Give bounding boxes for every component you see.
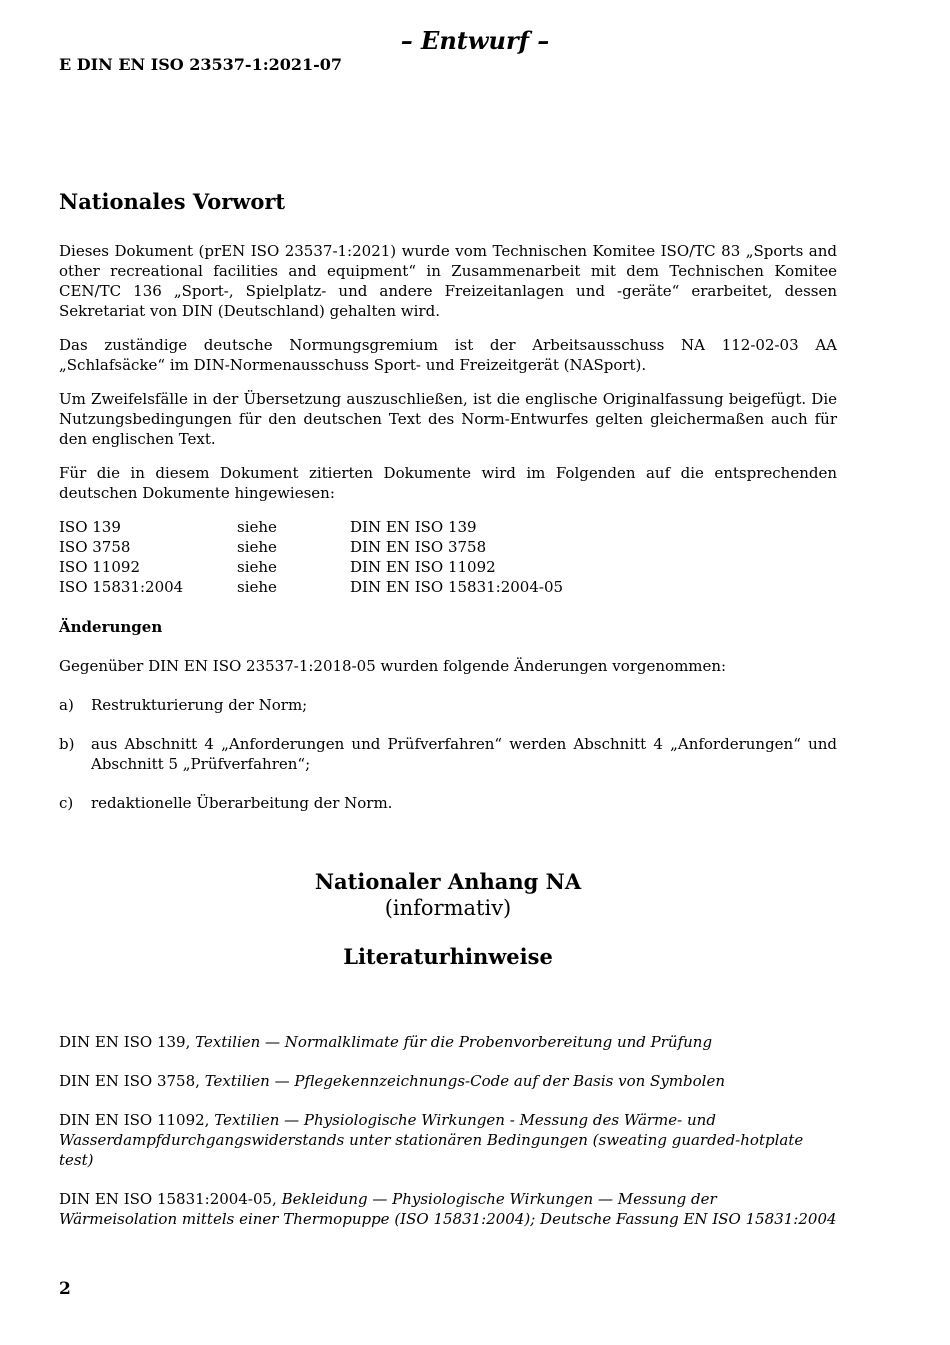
paragraph: Das zuständige deutsche Normungsgremium ist der Arbeitsausschuss NA 112-02-03 AA „Schlafsäcke“ im DIN-Normenausschuss Sport- und Freizeitgerät (NASport). bbox=[59, 336, 837, 374]
bib-title: Textilien — Physiologische Wirkungen - Messung des Wärme- und Wasserdampfdurchgangswiderstands unter stationären Bedingungen (sweating guarded-hotplate test) bbox=[59, 1111, 804, 1169]
iso-ref-cell: ISO 3758 bbox=[59, 538, 131, 556]
draft-mark: – Entwurf – bbox=[400, 26, 550, 55]
table-row bbox=[59, 577, 563, 597]
reference-table bbox=[59, 517, 563, 597]
see-cell: siehe bbox=[237, 558, 277, 576]
see-cell: siehe bbox=[237, 538, 277, 556]
table-row bbox=[59, 557, 563, 577]
paragraph: Um Zweifelsfälle in der Übersetzung auszuschließen, ist die englische Originalfassung beigefügt. Die Nutzungsbedingungen für den deutschen Text des Norm-Entwurfes gelten gleichermaßen auch für den englischen Text. bbox=[59, 390, 837, 448]
see-cell: siehe bbox=[237, 578, 277, 596]
see-cell: siehe bbox=[237, 518, 277, 536]
bibliography-entry bbox=[59, 1110, 837, 1170]
table-row bbox=[59, 537, 563, 557]
paragraph: Dieses Dokument (prEN ISO 23537-1:2021) wurde vom Technischen Komitee ISO/TC 83 „Sports and other recreational facilities and equipment“ in Zusammenarbeit mit dem Technischen Komitee CEN/TC 136 „Sport-, Spielplatz- und andere Freizeitanlagen und -geräte“ erarbeitet, dessen Sekretariat von DIN (Deutschland) gehalten wird. bbox=[59, 242, 837, 320]
list-item-text: redaktionelle Überarbeitung der Norm. bbox=[91, 794, 393, 812]
document-id: E DIN EN ISO 23537-1:2021-07 bbox=[59, 55, 343, 74]
bib-ref: DIN EN ISO 3758, bbox=[59, 1072, 200, 1090]
bib-ref: DIN EN ISO 11092, bbox=[59, 1111, 210, 1129]
bib-ref: DIN EN ISO 139, bbox=[59, 1033, 191, 1051]
list-marker: c) bbox=[59, 794, 74, 812]
bibliography-entry bbox=[59, 1189, 837, 1229]
changes-list bbox=[59, 695, 837, 813]
bibliography-entry bbox=[59, 1071, 837, 1091]
din-ref-cell: DIN EN ISO 3758 bbox=[350, 538, 487, 556]
din-ref-cell: DIN EN ISO 15831:2004-05 bbox=[350, 578, 564, 596]
list-item bbox=[59, 734, 837, 774]
iso-ref-cell: ISO 139 bbox=[59, 518, 121, 536]
din-ref-cell: DIN EN ISO 139 bbox=[350, 518, 477, 536]
iso-ref-cell: ISO 11092 bbox=[59, 558, 140, 576]
din-ref-cell: DIN EN ISO 11092 bbox=[350, 558, 496, 576]
list-item bbox=[59, 793, 837, 813]
list-marker: a) bbox=[59, 696, 74, 714]
annex-title: Nationaler Anhang NA bbox=[314, 869, 582, 894]
table-row bbox=[59, 517, 563, 537]
bibliography-list bbox=[59, 1032, 837, 1229]
bib-title: Textilien — Normalklimate für die Probenvorbereitung und Prüfung bbox=[195, 1033, 713, 1051]
bib-title: Bekleidung — Physiologische Wirkungen — Messung der Wärmeisolation mittels einer Thermopuppe (ISO 15831:2004); Deutsche Fassung EN ISO 15831:2004 bbox=[59, 1190, 837, 1228]
annex-header bbox=[59, 869, 837, 970]
list-item bbox=[59, 695, 837, 715]
paragraph: Für die in diesem Dokument zitierten Dokumente wird im Folgenden auf die entsprechenden deutschen Dokumente hingewiesen: bbox=[59, 464, 837, 502]
list-marker: b) bbox=[59, 735, 75, 753]
list-item-text: aus Abschnitt 4 „Anforderungen und Prüfverfahren“ werden Abschnitt 4 „Anforderungen“ und Abschnitt 5 „Prüfverfahren“; bbox=[91, 735, 837, 773]
annex-type: (informativ) bbox=[384, 896, 512, 920]
bib-title: Textilien — Pflegekennzeichnungs-Code auf der Basis von Symbolen bbox=[204, 1072, 725, 1090]
bib-ref: DIN EN ISO 15831:2004-05, bbox=[59, 1190, 277, 1208]
changes-intro: Gegenüber DIN EN ISO 23537-1:2018-05 wurden folgende Änderungen vorgenommen: bbox=[59, 657, 727, 675]
bibliography-heading: Literaturhinweise bbox=[343, 944, 553, 969]
iso-ref-cell: ISO 15831:2004 bbox=[59, 578, 184, 596]
bibliography-entry bbox=[59, 1032, 837, 1052]
list-item-text: Restrukturierung der Norm; bbox=[91, 696, 308, 714]
page-content bbox=[59, 188, 837, 1248]
page-number: 2 bbox=[59, 1279, 71, 1299]
section-title-vorwort: Nationales Vorwort bbox=[59, 189, 286, 214]
changes-title: Änderungen bbox=[59, 618, 163, 636]
